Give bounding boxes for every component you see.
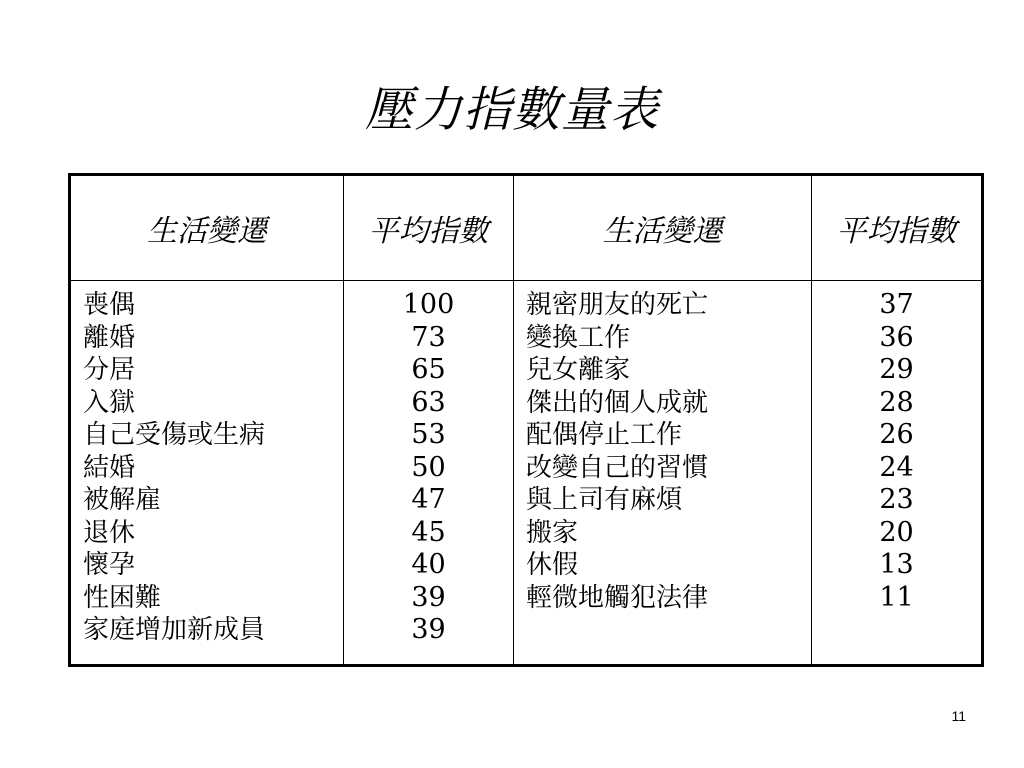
stress-index-value: 13 [879,549,914,580]
slide-title: 壓力指數量表 [364,82,659,138]
stress-index-value: 11 [879,581,914,613]
life-event: 入獄 [83,387,136,418]
life-event: 傑出的個人成就 [526,387,709,418]
header-average-index-right: 平均指數 [812,175,983,281]
life-event: 被解雇 [83,485,162,515]
life-event: 配偶停止工作 [526,420,683,450]
stress-index-table [68,173,984,667]
right-events-cell [514,281,812,666]
life-event: 兒女離家 [526,355,631,385]
life-event: 結婚 [83,452,136,483]
life-event: 變換工作 [526,322,631,353]
life-event: 搬家 [526,517,579,548]
table-body-row [70,281,983,666]
stress-index-value: 63 [411,386,446,418]
life-event: 自己受傷或生病 [83,420,266,450]
life-event: 改變自己的習慣 [526,452,709,483]
life-event: 懷孕 [83,550,136,580]
stress-index-value: 53 [411,419,446,450]
stress-index-value: 39 [411,581,446,613]
life-event: 親密朋友的死亡 [526,290,709,320]
stress-index-value: 40 [411,549,446,580]
life-event: 家庭增加新成員 [83,615,266,645]
stress-index-value: 24 [879,451,914,483]
stress-index-value: 45 [411,516,446,548]
right-values-cell [812,281,983,666]
life-event: 輕微地觸犯法律 [526,582,709,613]
stress-index-value: 36 [879,321,914,353]
life-event: 離婚 [83,322,136,353]
life-event: 休假 [526,550,579,580]
stress-index-value: 28 [879,386,914,418]
stress-index-value: 23 [879,484,914,515]
left-values-cell [344,281,514,666]
stress-index-value: 47 [411,484,446,515]
stress-index-value: 39 [411,614,446,645]
stress-index-value: 100 [402,289,455,320]
life-event: 分居 [83,355,136,385]
stress-index-value: 20 [879,516,914,548]
table-header-row [70,175,983,281]
page-number: 11 [951,708,966,724]
stress-index-value: 50 [411,451,446,483]
life-event: 退休 [83,517,136,548]
header-life-change-left: 生活變遷 [70,175,344,281]
stress-index-value: 37 [879,289,914,320]
life-event: 性困難 [83,582,162,613]
life-event: 與上司有麻煩 [526,485,683,515]
stress-index-value: 73 [411,321,446,353]
stress-index-value: 29 [879,354,914,385]
stress-index-value: 65 [411,354,446,385]
header-average-index-left: 平均指數 [344,175,514,281]
left-events-cell [70,281,344,666]
header-life-change-right: 生活變遷 [514,175,812,281]
life-event: 喪偶 [83,290,136,320]
stress-index-value: 26 [879,419,914,450]
